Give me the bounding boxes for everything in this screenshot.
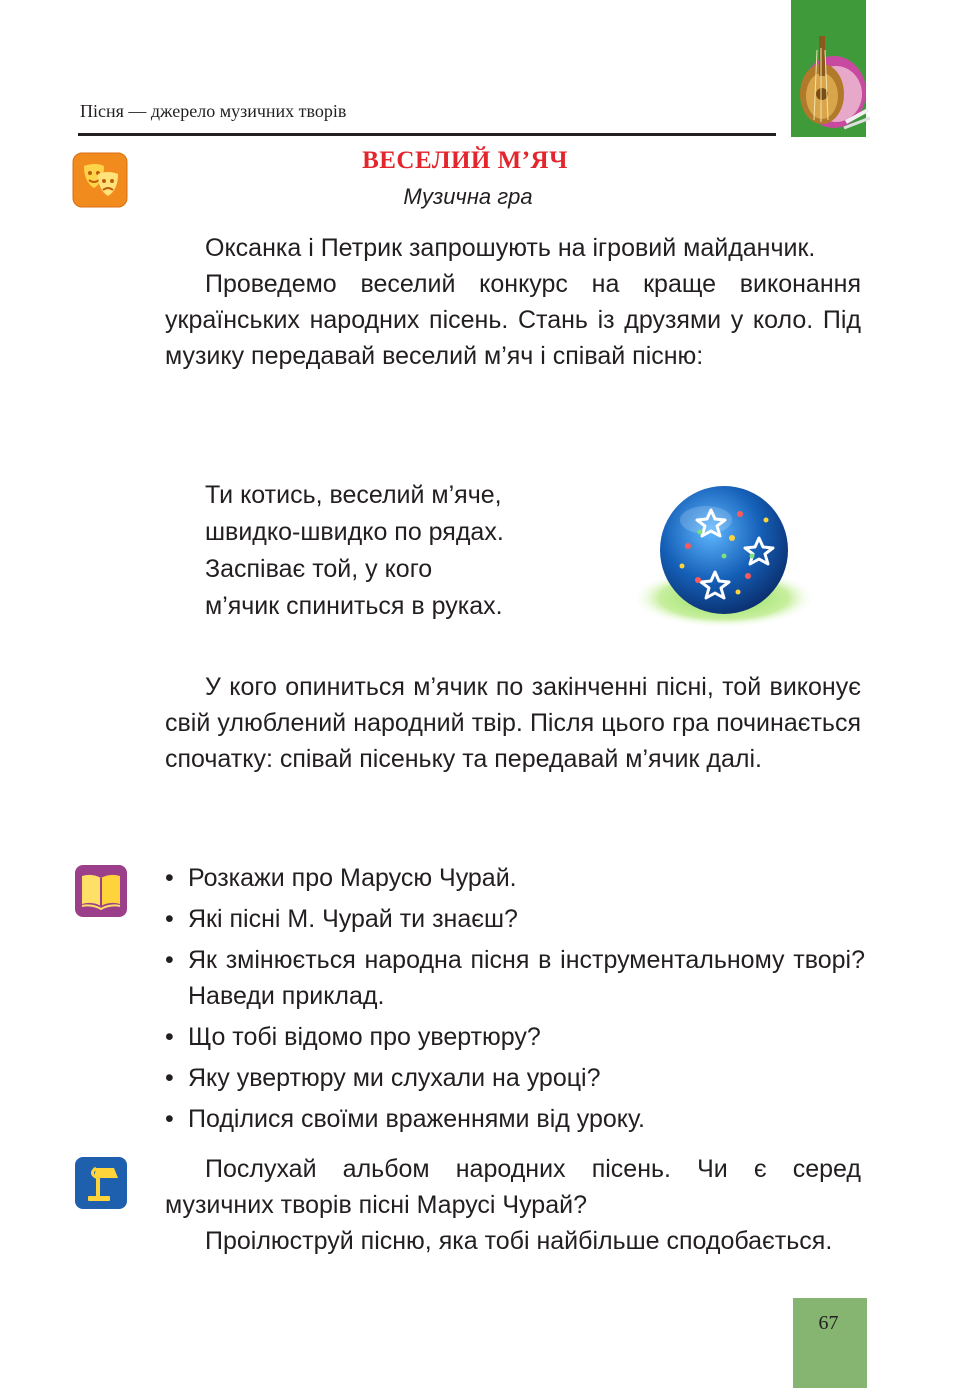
section-subtitle: Музична гра <box>403 184 533 209</box>
intro-text <box>165 230 861 374</box>
bullet: • <box>165 1064 174 1092</box>
desk-lamp-icon <box>74 1156 128 1210</box>
verse-line: швидко-швидко по рядах. <box>205 518 504 546</box>
header-rule <box>78 133 776 136</box>
section-title: ВЕСЕЛИЙ М’ЯЧ <box>362 147 568 174</box>
homework-paragraph: Проілюструй пісню, яка тобі найбільше сподобається. <box>205 1227 833 1255</box>
list-item: • Яку увертюру ми слухали на уроці? <box>165 1060 865 1096</box>
star-ball-illustration <box>628 480 816 630</box>
verse-line: Ти котись, веселий м’яче, <box>205 481 502 509</box>
intro-paragraph: Проведемо веселий конкурс на краще виконання українських народних пісень. Стань із друзями у коло. Під музику передавай веселий м’яч і співай пісню: <box>165 270 861 370</box>
list-item: • Що тобі відомо про увертюру? <box>165 1019 865 1055</box>
bandura-icon <box>786 30 870 136</box>
intro-paragraph: Оксанка і Петрик запрошують на ігровий майданчик. <box>205 234 816 262</box>
list-item: • Які пісні М. Чурай ти знаєш? <box>165 901 865 937</box>
theatre-masks-icon <box>72 152 128 208</box>
running-head: Пісня — джерело музичних творів <box>80 101 347 121</box>
homework-paragraph: Послухай альбом народних пісень. Чи є серед музичних творів пісні Марусі Чурай? <box>165 1155 861 1219</box>
page-number: 67 <box>818 1312 839 1334</box>
verse-line: Заспіває той, у кого <box>205 555 433 583</box>
list-item: • Як змінюється народна пісня в інструментальному творі? Наведи приклад. <box>165 942 865 1014</box>
verse-line: м’ячик спиниться в руках. <box>205 592 503 620</box>
bullet: • <box>165 946 174 974</box>
homework-text <box>165 1151 861 1259</box>
open-book-icon <box>74 864 128 918</box>
bullet: • <box>165 1105 174 1133</box>
song-verse <box>205 477 504 625</box>
rules-text <box>165 669 861 777</box>
question-list <box>165 860 865 1142</box>
bullet: • <box>165 864 174 892</box>
page-number-tab <box>793 1298 867 1388</box>
list-item: • Поділися своїми враженнями від уроку. <box>165 1101 865 1137</box>
rules-paragraph: У кого опиниться м’ячик по закінченні пісні, той виконує свій улюблений народний твір. Після цього гра починається спочатку: співай пісеньку та передавай м’ячик далі. <box>165 673 861 773</box>
list-item: • Розкажи про Марусю Чурай. <box>165 860 865 896</box>
bullet: • <box>165 905 174 933</box>
bullet: • <box>165 1023 174 1051</box>
